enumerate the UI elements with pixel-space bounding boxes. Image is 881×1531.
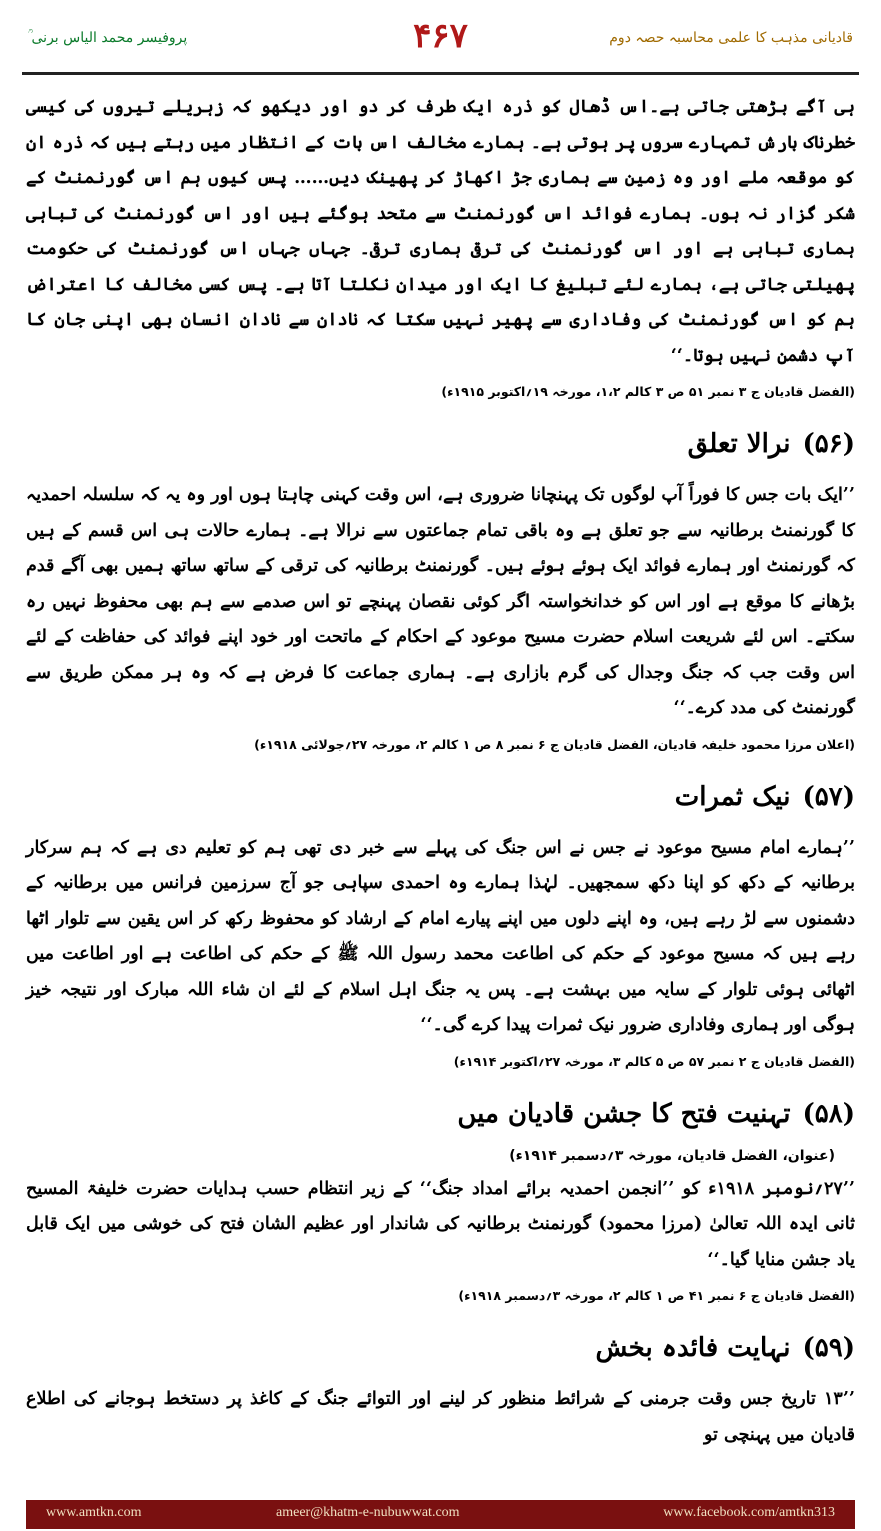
header-divider <box>22 72 859 75</box>
section-heading-57 <box>26 775 855 819</box>
email-link[interactable]: ameer@khatm-e-nubuwwat.com <box>276 1505 460 1520</box>
author-name: پروفیسر محمد الیاس برنی ؒ <box>28 30 188 46</box>
section-heading-56 <box>26 422 855 466</box>
intro-paragraph: ہی آگے بڑھتی جاتی ہے۔اس ڈھال کو ذرہ ایک طرف کر دو اور دیکھو کہ زہریلے تیروں کی کیسی خطرناک بارش تمہارے سروں پر ہوتی ہے۔ ہمارے مخالف اس بات کے انتظار میں رہتے ہیں کہ ذرہ ان کو موقعہ ملے اور وہ زمین سے ہماری جڑ اکھاڑ کر پھینک دیں…… پس کیوں ہم اس گورنمنٹ کے شکر گزار نہ ہوں۔ ہمارے فوائد اس گورنمنٹ سے متحد ہوگئے ہیں اور اس گورنمنٹ کی تباہی ہماری تباہی ہے اور اس گورنمنٹ کی ترقی ہماری ترقی۔ جہاں جہاں اس گورنمنٹ کی حکومت پھیلتی جاتی ہے، ہمارے لئے تبلیغ کا ایک اور میدان نکلتا آتا ہے۔ پس کسی مخالف کا اعتراض ہم کو اس گورنمنٹ کی وفاداری سے پھیر نہیں سکتا کہ نادان سے نادان انسان بھی اپنی جان کا آپ دشمن نہیں ہوتا۔‘‘ <box>26 97 855 366</box>
section-heading-59 <box>26 1326 855 1370</box>
section-58-reference: (الفضل قادیان ج ۶ نمبر ۴۱ ص ۱ کالم ۲، مورخہ ۳؍دسمبر ۱۹۱۸ء) <box>458 1288 855 1303</box>
section-58-paragraph: ’’۲۷؍نومبر ۱۹۱۸ء کو ’’انجمن احمدیہ برائے امداد جنگ‘‘ کے زیر انتظام حسب ہدایات حضرت خلیفۃ المسیح ثانی ایدہ اللہ تعالیٰ (مرزا محمود) گورنمنٹ برطانیہ کی شاندار اور عظیم الشان فتح کی خوشی میں ایک قابل یاد جشن منایا گیا۔‘‘ <box>26 1178 855 1270</box>
section-title: نیک ثمرات <box>674 781 791 812</box>
footer-bar <box>26 1500 855 1529</box>
section-number: (۵۷) <box>802 781 855 812</box>
facebook-link[interactable]: www.facebook.com/amtkn313 <box>663 1505 835 1520</box>
section-57-paragraph: ’’ہمارے امام مسیح موعود نے جس نے اس جنگ کی پہلے سے خبر دی تھی ہم کو تعلیم دی ہے کہ ہم سرکار برطانیہ کے دکھ کو اپنا دکھ سمجھیں۔ لہٰذا ہمارے وہ احمدی سپاہی جو آج سرزمین فرانس میں برطانیہ کے دشمنوں سے لڑ رہے ہیں، وہ اپنے دلوں میں اپنے پیارے امام کے ارشاد کو محفوظ رکھ کر اس یقین سے تلوار اٹھا رہے ہیں کہ مسیح موعود کے حکم کی اطاعت محمد رسول اللہ ﷺ کے حکم کی اطاعت ہے اور اطاعت میں اٹھائی ہوئی تلوار کے سایہ میں بہشت ہے۔ پس یہ جنگ اہل اسلام کے لئے ان شاء اللہ مبارک اور نتیجہ خیز ہوگی اور ہماری وفاداری ضرور نیک ثمرات پیدا کرے گی۔‘‘ <box>26 837 855 1035</box>
section-56-reference: (اعلان مرزا محمود خلیفہ قادیان، الفضل قادیان ج ۶ نمبر ۸ ص ۱ کالم ۲، مورخہ ۲۷؍جولائی ۱۹۱۸ء) <box>254 736 855 752</box>
page-header <box>0 14 881 64</box>
section-57-reference: (الفضل قادیان ج ۲ نمبر ۵۷ ص ۵ کالم ۳، مورخہ ۲۷؍اکتوبر ۱۹۱۴ء) <box>453 1053 855 1069</box>
section-56-paragraph: ’’ایک بات جس کا فوراً آپ لوگوں تک پہنچانا ضروری ہے، اس وقت کہنی چاہتا ہوں اور وہ یہ کہ سلسلہ احمدیہ کا گورنمنٹ برطانیہ سے جو تعلق ہے وہ باقی تمام جماعتوں سے نرالا ہے۔ ہمارے حالات ہی اس قسم کے ہیں کہ گورنمنٹ اور ہمارے فوائد ایک ہوئے ہوئے ہیں۔ گورنمنٹ برطانیہ کی ترقی کے ساتھ ساتھ ہمیں بھی آگے قدم بڑھانے کا موقع ہے اور اس کو خدانخواستہ اگر کوئی نقصان پہنچے تو اس صدمے سے ہم بھی محفوظ نہیں رہ سکتے۔ اس لئے شریعت اسلام حضرت مسیح موعود کے احکام کے ماتحت اور خود اپنے فوائد کی حفاظت کے لئے اس وقت جب کہ جنگ وجدال کی گرم بازاری ہے۔ ہماری جماعت کا فرض ہے کہ وہ ہر ممکن طریق سے گورنمنٹ کی مدد کرے۔‘‘ <box>26 485 855 718</box>
website-link[interactable]: www.amtkn.com <box>46 1505 142 1520</box>
section-heading-58 <box>26 1092 855 1136</box>
section-59-paragraph: ’’۱۳ تاریخ جس وقت جرمنی کے شرائط منظور کر لینے اور التوائے جنگ کے کاغذ پر دستخط ہوجانے کی اطلاع قادیان میں پہنچی تو <box>26 1389 855 1445</box>
section-number: (۵۸) <box>802 1098 855 1129</box>
book-title: قادیانی مذہب کا علمی محاسبہ حصہ دوم <box>609 30 853 46</box>
section-title: نہایت فائدہ بخش <box>595 1333 791 1363</box>
section-58-subtitle: (عنوان، الفضل قادیان، مورخہ ۳؍دسمبر ۱۹۱۴ء) <box>509 1147 835 1164</box>
section-title: تہنیت فتح کا جشن قادیان میں <box>457 1098 791 1129</box>
page-body <box>26 90 855 1453</box>
page-number: ۴۶۷ <box>413 16 468 56</box>
intro-reference: (الفضل قادیان ج ۳ نمبر ۵۱ ص ۳ کالم ۱،۲، مورخہ ۱۹؍اکتوبر ۱۹۱۵ء) <box>441 384 855 399</box>
section-title: نرالا تعلق <box>687 429 791 459</box>
section-number: (۵۹) <box>802 1333 855 1363</box>
section-number: (۵۶) <box>802 429 855 459</box>
